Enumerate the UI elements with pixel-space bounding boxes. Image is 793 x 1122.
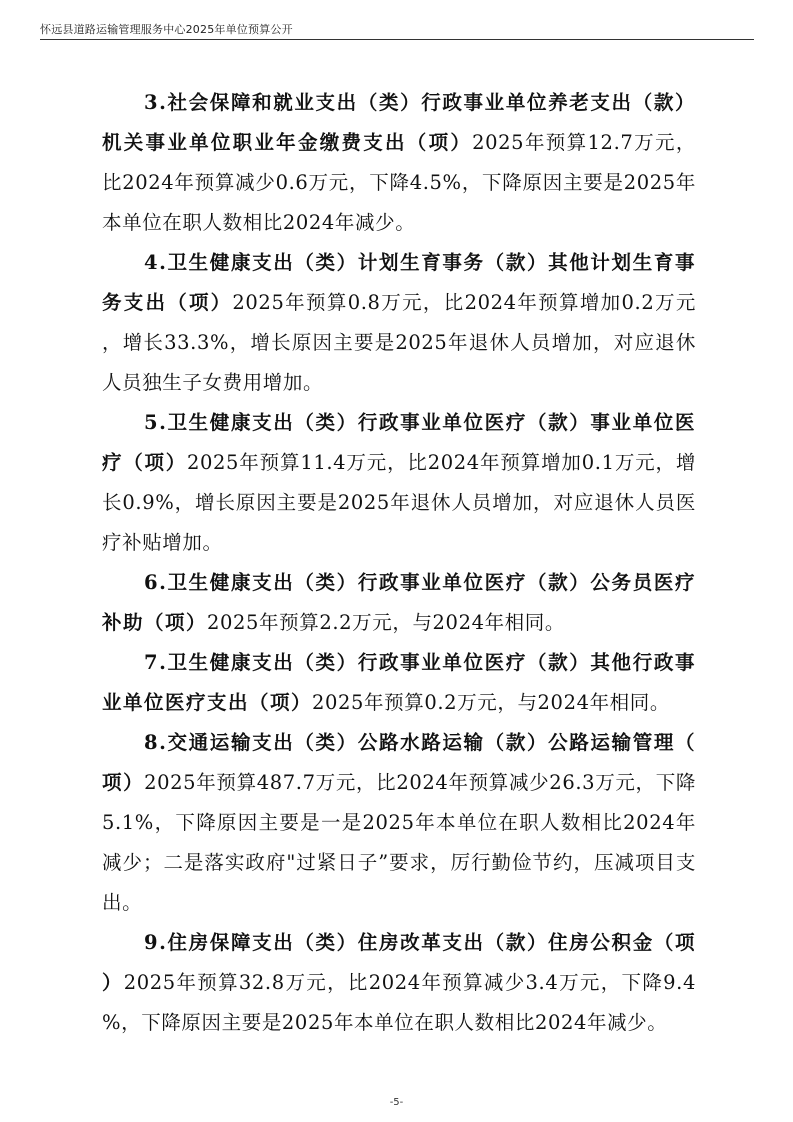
paragraph-heading: 3.社会保障和就业支出（类）行政事业单位养老支出（款）机关事业单位职业年金缴费支出（项） <box>102 91 696 154</box>
paragraph-text: 2025年预算0.8万元，比2024年预算增加0.2万元，增长33.3%，增长原因主要是2025年退休人员增加，对应退休人员独生子女费用增加。 <box>102 291 696 394</box>
paragraph-item-5 <box>102 403 696 563</box>
paragraph-heading: 5.卫生健康支出（类）行政事业单位医疗（款）事业单位医疗（项） <box>102 411 696 474</box>
paragraph-text: 2025年预算2.2万元，与2024年相同。 <box>207 611 565 634</box>
paragraph-item-3 <box>102 83 696 243</box>
document-body <box>102 83 696 1043</box>
paragraph-text: 2025年预算0.2万元，与2024年相同。 <box>312 691 670 714</box>
paragraph-item-9 <box>102 923 696 1043</box>
paragraph-heading: 7.卫生健康支出（类）行政事业单位医疗（款）其他行政事业单位医疗支出（项） <box>102 651 696 714</box>
paragraph-text: 2025年预算32.8万元，比2024年预算减少3.4万元，下降9.4%，下降原因主要是2025年本单位在职人数相比2024年减少。 <box>102 971 696 1034</box>
paragraph-item-4 <box>102 243 696 403</box>
paragraph-heading: 9.住房保障支出（类）住房改革支出（款）住房公积金（项） <box>102 931 696 994</box>
page-number: -5- <box>389 1097 404 1108</box>
header-divider <box>40 39 754 40</box>
paragraph-item-7 <box>102 643 696 723</box>
paragraph-heading: 6.卫生健康支出（类）行政事业单位医疗（款）公务员医疗补助（项） <box>102 571 696 634</box>
paragraph-item-8 <box>102 723 696 923</box>
paragraph-text: 2025年预算12.7万元，比2024年预算减少0.6万元，下降4.5%，下降原因主要是2025年本单位在职人数相比2024年减少。 <box>102 131 696 234</box>
paragraph-heading: 8.交通运输支出（类）公路水路运输（款）公路运输管理（项） <box>102 731 696 794</box>
paragraph-text: 2025年预算11.4万元，比2024年预算增加0.1万元，增长0.9%，增长原因主要是2025年退休人员增加，对应退休人员医疗补贴增加。 <box>102 451 696 554</box>
paragraph-heading: 4.卫生健康支出（类）计划生育事务（款）其他计划生育事务支出（项） <box>102 251 696 314</box>
paragraph-text: 2025年预算487.7万元，比2024年预算减少26.3万元，下降5.1%，下降原因主要是一是2025年本单位在职人数相比2024年减少；二是落实政府"过紧日子”要求，厉行勤俭节约，压减项目支出。 <box>102 771 696 914</box>
document-header-title: 怀远县道路运输管理服务中心2025年单位预算公开 <box>40 23 293 36</box>
paragraph-item-6 <box>102 563 696 643</box>
